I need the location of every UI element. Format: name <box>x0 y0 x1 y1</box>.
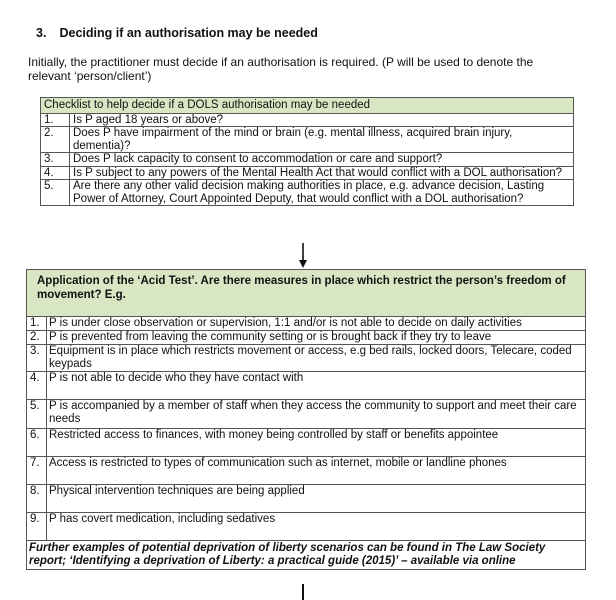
acid-test-row <box>27 485 586 513</box>
acid-test-row <box>27 513 586 541</box>
further-examples-note: Further examples of potential deprivation of liberty scenarios can be found in The Law Society report; ‘Identifying a deprivation of Liberty: a practical guide (2015)’ – available via online <box>27 541 586 570</box>
acid-test-item-number: 7. <box>27 457 47 485</box>
checklist-row <box>41 166 574 180</box>
down-arrow-line-icon <box>302 584 304 600</box>
acid-test-row <box>27 331 586 345</box>
acid-test-row <box>27 317 586 331</box>
acid-test-item-number: 2. <box>27 331 47 345</box>
acid-test-row <box>27 345 586 372</box>
checklist-item-text: Does P have impairment of the mind or brain (e.g. mental illness, acquired brain injury, dementia)? <box>70 127 574 153</box>
checklist-item-number: 4. <box>41 166 70 180</box>
acid-test-item-number: 5. <box>27 400 47 429</box>
section-heading <box>36 26 318 40</box>
checklist-row <box>41 113 574 127</box>
checklist-row <box>41 153 574 167</box>
acid-test-item-text: Access is restricted to types of communication such as internet, mobile or landline phones <box>47 457 586 485</box>
acid-test-row <box>27 429 586 457</box>
checklist-item-text: Is P subject to any powers of the Mental Health Act that would conflict with a DOL authorisation? <box>70 166 574 180</box>
acid-test-item-text: P is prevented from leaving the community setting or is brought back if they try to leave <box>47 331 586 345</box>
acid-test-row <box>27 457 586 485</box>
acid-test-item-number: 6. <box>27 429 47 457</box>
acid-test-item-text: P is accompanied by a member of staff when they access the community to support and meet their care needs <box>47 400 586 429</box>
dols-checklist-table <box>40 97 574 206</box>
checklist-row <box>41 180 574 206</box>
checklist-header: Checklist to help decide if a DOLS authorisation may be needed <box>41 98 574 114</box>
acid-test-header: Application of the ‘Acid Test’. Are there measures in place which restrict the person’s freedom of movement? E.g. <box>27 270 586 317</box>
acid-test-footer-row <box>27 541 586 570</box>
section-title: Deciding if an authorisation may be needed <box>59 26 318 40</box>
checklist-item-number: 1. <box>41 113 70 127</box>
acid-test-item-number: 8. <box>27 485 47 513</box>
acid-test-table <box>26 269 586 570</box>
acid-test-header-row <box>27 270 586 317</box>
checklist-row <box>41 127 574 153</box>
acid-test-item-text: P is not able to decide who they have contact with <box>47 372 586 400</box>
acid-test-item-text: P has covert medication, including sedatives <box>47 513 586 541</box>
checklist-item-number: 3. <box>41 153 70 167</box>
intro-paragraph: Initially, the practitioner must decide if an authorisation is required. (P will be used to denote the relevant ‘person/client’) <box>28 55 534 83</box>
checklist-item-text: Does P lack capacity to consent to accommodation or care and support? <box>70 153 574 167</box>
acid-test-item-number: 1. <box>27 317 47 331</box>
checklist-item-number: 5. <box>41 180 70 206</box>
checklist-item-text: Is P aged 18 years or above? <box>70 113 574 127</box>
checklist-header-row <box>41 98 574 114</box>
acid-test-item-text: Restricted access to finances, with money being controlled by staff or benefits appointee <box>47 429 586 457</box>
acid-test-row <box>27 372 586 400</box>
acid-test-item-number: 4. <box>27 372 47 400</box>
acid-test-item-number: 9. <box>27 513 47 541</box>
checklist-item-number: 2. <box>41 127 70 153</box>
acid-test-item-text: Physical intervention techniques are being applied <box>47 485 586 513</box>
section-number: 3. <box>36 26 47 40</box>
acid-test-item-number: 3. <box>27 345 47 372</box>
acid-test-item-text: P is under close observation or supervision, 1:1 and/or is not able to decide on daily activities <box>47 317 586 331</box>
checklist-item-text: Are there any other valid decision making authorities in place, e.g. advance decision, Lasting Power of Attorney, Court Appointed Deputy, that would conflict with a DOL authorisation? <box>70 180 574 206</box>
acid-test-row <box>27 400 586 429</box>
down-arrow-icon <box>298 243 308 269</box>
acid-test-item-text: Equipment is in place which restricts movement or access, e.g bed rails, locked doors, Telecare, coded keypads <box>47 345 586 372</box>
